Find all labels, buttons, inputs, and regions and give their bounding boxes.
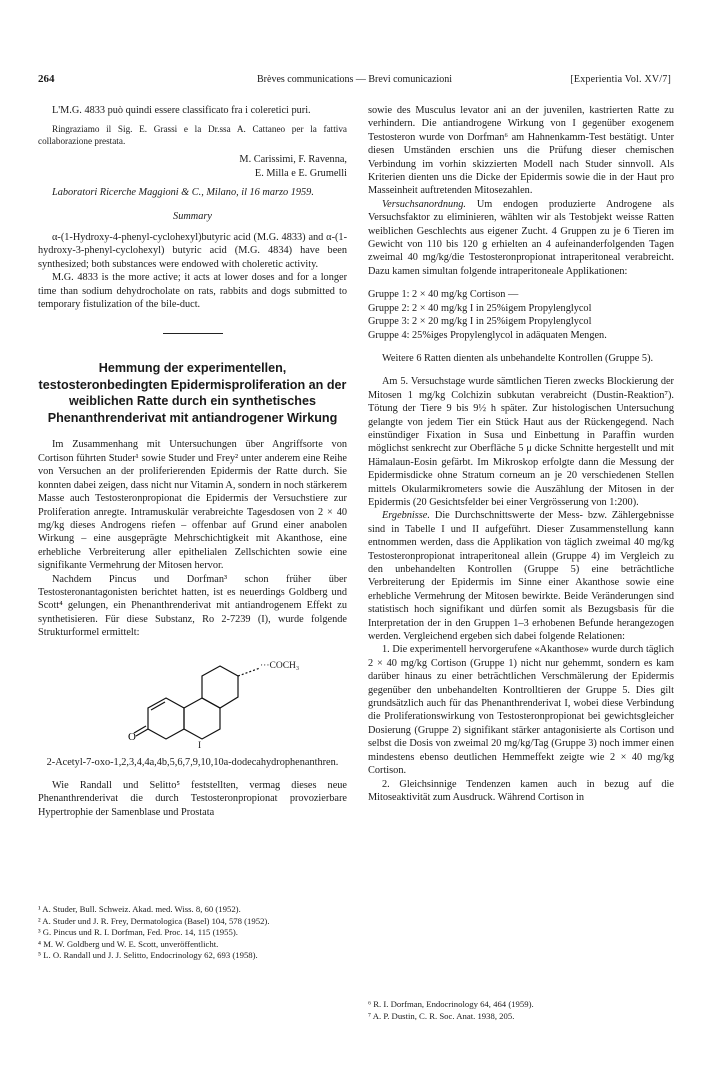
right-column (368, 104, 674, 804)
paragraph-text: Die Durchschnittswerte der Mess- bzw. Zählergebnisse sind in Tabelle I und II aufgeführt. Dieser Zusammenstellung kann entnommen werden, dass die Applikation von täglich zweimal 40 mg/kg Testosteronpropionat intraperitoneal allein (Gruppe 4) im Vergleich zu den unbehandelten Kontrollen (Gruppe 5) eine beträchtliche Verbreiterung der Epidermis im Sinne einer Akanthose sowie eine erhebliche Vermehrung der Mitosen bewirkte. Beide Veränderungen sind statistisch hoch signifikant und dürfen somit als Bezugsbasis für die Interpretation der in den Gruppen 1–3 erhobenen Befunde herangezogen werden. Vergleichend ergeben sich dabei folgende Relationen: (368, 510, 674, 643)
authors-line-1: M. Carissimi, F. Ravenna, (239, 154, 347, 166)
group-item: Gruppe 1: 2 × 40 mg/kg Cortison — (368, 289, 519, 301)
paragraph: Nachdem Pincus und Dorfman³ schon früher über Testosteronantagonisten berichtet hatten, ist es neuerdings Goldberg und Scott⁴ gelungen, ein Phenanthrenderivat mit antiandrogenem Effekt zu synthetisieren. Für diese Substanz, Ro 2-7239 (I), wurde folgende Strukturformel ermittelt: (38, 573, 347, 639)
right-footnotes (368, 999, 674, 1022)
paragraph: Weitere 6 Ratten dienten als unbehandelte Kontrollen (Gruppe 5). (382, 352, 654, 364)
page-number: 264 (38, 73, 55, 85)
paragraph-text: Um endogen produzierte Androgene als Versuchsfaktor zu eliminieren, wählten wir als Testobjekt weisse Ratten weiblichen Geschlechts aus eigener Zucht. 4 Gruppen zu je 6 Tieren im Gewicht von 110 bis 120 g erhielten an 4 aufeinanderfolgenden Tagen zweimal 40 mg/kg/die Testosteronpropionat intraperitoneal verabreicht. Dazu kamen simultan folgende intraperitoneale Applikationen: (368, 198, 674, 277)
oxygen-atom-label: O (128, 730, 136, 743)
section-label: Versuchsanordnung. (382, 198, 466, 210)
group-list (368, 288, 674, 342)
phenanthrene-structure-diagram (38, 644, 347, 752)
compound-number: I (198, 740, 202, 751)
paragraph: 1. Die experimentell hervorgerufene «Akanthose» wurde durch täglich 2 × 40 mg/kg Cortison (Gruppe 1) nicht nur gehemmt, sondern es kam darüber hinaus zu einer beträchtlichen Verschmälerung der Epidermis gegenüber den unbehandelten Kontrolltieren der Gruppe 5. Dies gilt grundsätzlich auch für das Phenanthrenderivat I, wobei diese Verbindung die Proliferationswirkung von Testosteronpropionat bei gewichtsgleicher Dosierung (Gruppe 2) signifikant stärker antagonisierte als Cortison und selbst die Dosis von zweimal 20 mg/kg/Tag (Gruppe 3) noch immer einen mindestens ebenso deutlichen Hemmeffekt zeigte wie 2 × 40 mg/kg Cortison. (368, 644, 674, 777)
header-volume: [Experientia Vol. XV/7] (570, 74, 671, 85)
paragraph: Im Zusammenhang mit Untersuchungen über Angriffsorte von Cortison führten Studer¹ sowie Studer und Frey² unter anderem eine Reihe von Versuchen an der proliferierenden Epidermis der Ratte durch. Sie konnten dabei zeigen, dass nicht nur Vitamin A, sondern in noch stärkerem Masse auch Testosteronpropionat die Epidermis der Versuchstiere zur Proliferation anregte. Intramuskulär verabreichte Tagesdosen von 2 × 40 mg/kg dieses Androgens riefen – offenbar auf Grund einer anabolen Wirkung – eine ausgeprägte Mehrschichtigkeit mit Akanthose, eine erhebliche Verbreiterung aller epithelialen Zellschichten sowie eine signifikante Vermehrung der Mitosen hervor. (38, 439, 347, 572)
footnote: ² A. Studer und J. R. Frey, Dermatologica (Basel) 104, 578 (1952). (38, 915, 270, 926)
left-footnotes (38, 904, 347, 962)
acknowledgement: Ringraziamo il Sig. E. Grassi e la Dr.ssa A. Cattaneo per la fattiva collaborazione prestata. (38, 124, 347, 147)
summary-paragraph: α-(1-Hydroxy-4-phenyl-cyclohexyl)butyric acid (M.G. 4833) and α-(1-hydroxy-3-phenyl-cyclohexyl) butyric acid (M.G. 4834) have been synthesized; both substances were endowed with choleretic activity. (38, 232, 347, 270)
footnote: ⁵ L. O. Randall und J. J. Selitto, Endocrinology 62, 693 (1958). (38, 950, 258, 961)
paragraph: sowie des Musculus levator ani an der juvenilen, kastrierten Ratte zu verhindern. Die antiandrogene Wirkung von I gegenüber exogenem Testosteron wurde von Dorfman⁶ am Hahnenkamm-Test bestätigt. Unter diesen Umständen erschien uns die Prüfung dieser chemischen Verbindung im vorhin skizzierten Modell nach Studer sinnvoll. Als Kriterien dienten uns die Dicke der Epidermis sowie die in der Haut pro Masseinheit auftretenden Mitosezahlen. (368, 105, 674, 197)
summary-heading: Summary (173, 210, 212, 222)
footnote: ⁷ A. P. Dustin, C. R. Soc. Anat. 1938, 205. (368, 1010, 515, 1021)
footnote: ⁴ M. W. Goldberg und W. E. Scott, unveröffentlicht. (38, 938, 219, 949)
footnote: ¹ A. Studer, Bull. Schweiz. Akad. med. Wiss. 8, 60 (1952). (38, 904, 241, 914)
group-item: Gruppe 2: 2 × 40 mg/kg I in 25%igem Propylenglycol (368, 302, 592, 314)
paragraph: Am 5. Versuchstage wurde sämtlichen Tieren zwecks Blockierung der Mitosen 1 mg/kg Colchizin subkutan verabreicht (Dustin-Reaktion⁷). Tötung der Tiere 9 bis 9½ h später. Zur histologischen Untersuchung gelangte von jedem Tier ein Stück Haut aus der Rückengegend. Nach einstündiger Fixation in Susa und Einbettung in Paraffin wurden möglichst senkrecht zur Oberfläche 5 μ dicke Schnitte hergestellt und mit Hämalaun-Eosin gefärbt. Im Mikroskop erfolgte dann die Messung der Epidermisdicke ohne Stratum corneum an je 20 verschiedenen Stellen mittels Okularmikrometers sowie die Auszählung der Mitosen in der Epidermis (20 Gesichtsfelder bei einer Vergrösserung von 1:200). (368, 376, 674, 508)
group-item: Gruppe 3: 2 × 20 mg/kg I in 25%igem Propylenglycol (368, 316, 592, 328)
structural-formula (38, 644, 347, 752)
authors-line-2: E. Milla e E. Grumelli (254, 167, 347, 179)
running-header (38, 73, 671, 89)
paragraph: 2. Gleichsinnige Tendenzen kamen auch in bezug auf die Mitoseaktivität zum Ausdruck. Während Cortison in (368, 778, 674, 803)
section-label: Ergebnisse. (382, 510, 430, 522)
paragraph (368, 198, 674, 278)
header-journal-section: Brèves communications — Brevi comunicazioni (257, 74, 452, 85)
paragraph: L'M.G. 4833 può quindi essere classificato fra i coleretici puri. (52, 105, 311, 116)
article-title: Hemmung der experimentellen, testosteronbedingten Epidermisproliferation an der weiblichen Ratte durch ein synthetisches Phenanthrenderivat mit antiandrogener Wirkung (38, 361, 347, 425)
summary-paragraph: M.G. 4833 is the more active; it acts at lower doses and for a longer time than sodium dehydrocholate on rats, rabbits and dogs submitted to temporary fistulization of the bile-duct. (38, 272, 347, 311)
paragraph: Wie Randall und Selitto⁵ feststellten, vermag dieses neue Phenanthrenderivat die durch Testosteronpropionat provozierbare Hypertrophie der Samenblase und Prostata (38, 779, 347, 818)
footnote: ³ G. Pincus und R. I. Dorfman, Fed. Proc. 14, 115 (1955). (38, 927, 238, 938)
footnote: ⁶ R. I. Dorfman, Endocrinology 64, 464 (1959). (368, 999, 534, 1009)
left-column (38, 104, 347, 819)
acetyl-group-label: ···COCH₃ (260, 660, 300, 671)
paragraph (368, 509, 674, 643)
compound-name: 2-Acetyl-7-oxo-1,2,3,4,4a,4b,5,6,7,9,10,10a-dodecahydrophenanthren. (46, 756, 339, 768)
section-divider (163, 333, 223, 334)
group-item: Gruppe 4: 25%iges Propylenglycol in adäquaten Mengen. (368, 329, 607, 341)
affiliation: Laboratori Ricerche Maggioni & C., Milano, il 16 marzo 1959. (52, 187, 314, 199)
